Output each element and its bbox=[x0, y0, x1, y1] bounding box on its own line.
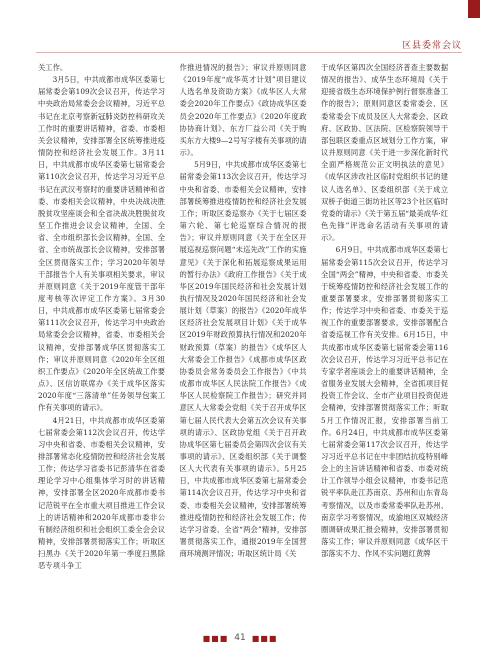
column-2 bbox=[180, 62, 307, 622]
header-color-tab bbox=[468, 0, 480, 18]
paragraph: 于成华区第四次全国经济普查主要数据情况的报告》、成华生态环境局《关于迎接省级生态环境保护例行督察准备工作的报告》；原则同意区委常委会、区委常委会下成员及区人大常委会、区政府、区政协、区法院、区检察院领导干部包联区委重点区域划分工作方案，审议并原则同意《关于进一步深化新时代全面严格规范公正文明执法的意见》《成华区涉改社区临时党组织书记的建议人选名单》、区委组织部《关于成立双桥子街道三街坊社区等23个社区临时党委的请示》《关于第五届“最美成华·红色先锋”评选命名活动有关事项的请示》。 bbox=[321, 63, 448, 243]
column-3 bbox=[321, 62, 448, 622]
footer-dots-left: ■■■ bbox=[202, 633, 229, 643]
page-number: 41 bbox=[234, 633, 246, 643]
paragraph: 4月21日，中共成都市成华区委第七届常委会第112次会议召开，传达学习中央和省委、市委相关会议精神，安排部署常态化疫情防控和经济社会发展工作；传达学习省委书记彭清华在省委理论学习中心组集体学习时的讲话精神，安排部署全区2020年成都市委书记范锐平在全市重大项目推进工作会议上的讲话精神和2020年成都市委非公有制经济组织和社会组织工委全会会议精神，安排部署贯彻落实工作；听取区扫黑办《关于2020年第一季度扫黑除恶专项斗争工 bbox=[38, 415, 165, 571]
paragraph: 作推进情况的报告》；审议并原则同意《2019年度“成华英才计划”项目建议人选名单及资助方案》《成华区人大常委会2020年工作要点》《政协成华区委员会2020年工作要点》《2020年度政协协商计划》、东方厂益公司《关于购买东方大楼9—2号写字楼有关事项的请示》。 bbox=[179, 63, 307, 158]
paragraph: 3月5日，中共成都市成华区委第七届常委会第109次会议召开，传达学习中央政治局常委会会议精神，习近平总书记在北京考察新冠肺炎防控科研攻关工作时的重要讲话精神，省委、市委相关会议精神，安排部署全区统筹推进疫情防控和经济社会发展工作。3月11日，中共成都市成华区委第七届常委会第110次会议召开，传达学习习近平总书记在武汉考察时的重要讲话精神和省委、市委相关会议精神，中央决战决胜脱贫攻坚座谈会和全省决战决胜脱贫攻坚工作推进会议会议精神，全国、全省、全市组织部长会议精神，全国、全省、全市统战部长会议精神，安排部署全区贯彻落实工作；学习2020年领导干部报告个人有关事项相关要求，审议并原则同意《关于2019年度管干部年度考核等次评定工作方案》。3月30日，中共成都市成华区委第七届常委会第111次会议召开，传达学习中央政治局常委会会议精神，省委、市委相关会议精神，安排部署成华区贯彻落实工作；审议并原则同意《2020年全区组织工作要点》《2020年全区统战工作要点》、区信访联席办《关于成华区落实2020年度“三落清单”任务领导包案工作有关事项的请示》。 bbox=[38, 75, 165, 413]
paragraph: 关工作。 bbox=[38, 63, 68, 72]
header-rule bbox=[36, 52, 462, 53]
text-columns bbox=[38, 62, 448, 622]
column-1 bbox=[38, 62, 165, 622]
paragraph: 6月9日，中共成都市成华区委第七届常委会第115次会议召开，传达学习全国“两会”精神，中央和省委、市委关于统筹疫情防控和经济社会发展工作的重要部署要求，安排部署贯彻落实工作；传达学习中央和省委、市委关于巡视工作的重要部署要求，安排部署配合省委巡视工作有关安排。6月15日，中共成都市成华区委第七届常委会第116次会议召开，传达学习习近平总书记在专家学者座谈会上的重要讲话精神，全省服务业发展大会精神，全省抓项目促投资工作会议、全市产业项目投资促进会精神，安排部署贯彻落实工作；听取5月工作情况汇报，安排部署当前工作。6月24日，中共成都市成华区委第七届常委会第117次会议召开，传达学习习近平总书记在中非团结抗疫特别峰会上的主旨讲话精神和省委、市委对统计工作领导小组会议精神，市委书记范锐平率队赴江苏南京、苏州和山东青岛考察情况，以及市委常委率队赴苏州、南京学习考察情况，成渝地区双城经济圈调研成果汇报会精神，安排部署贯彻落实工作；审议并原则同意《成华区干部落实不力、作风不实问题红黄牌 bbox=[321, 245, 448, 559]
page-footer bbox=[0, 633, 480, 643]
paragraph: 5月9日，中共成都市成华区委第七届常委会第113次会议召开，传达学习中央和省委、市委相关会议精神，安排部署统筹推进疫情防控和经济社会发展工作；听取区委巡察办《关于七届区委第六轮、第七轮巡察综合情况的报告》；审议并原则同意《关于在全区开展巡视巡察问题“未巡先改”工作的实施意见》《关于深化和拓展巡察成果运用的暂行办法》《政府工作报告》《关于成华区2019年国民经济和社会发展计划执行情况及2020年国民经济和社会发展计划（草案）的报告》《2020年成华区经济社会发展项目计划》《关于成华区2019年财政预算执行情况和2020年财政预算（草案）的报告》《成华区人大常委会工作报告》《成都市成华区政协委员会常务委员会工作报告》《中共成都市成华区人民法院工作报告》《成华区人民检察院工作报告》；研究并同意区人大常委会党组《关于召开成华区第七届人民代表大会第五次会议有关事项的请示》、区政协党组《关于召开政协成华区第七届委员会第四次会议有关事项的请示》、区委组织部《关于调整区人大代表有关事项的请示》。5月25日，中共成都市成华区委第七届常委会第114次会议召开，传达学习中央和省委、市委相关会议精神，安排部署统筹推进疫情防控和经济社会发展工作；传达学习省委、全省“两会”精神，安排部署贯彻落实工作，通报2019年全国营商环境测评情况；听取区统计局《关 bbox=[179, 160, 307, 559]
section-title: 区县委常会议 bbox=[401, 41, 462, 51]
footer-dots-right: ■■■ bbox=[251, 633, 278, 643]
